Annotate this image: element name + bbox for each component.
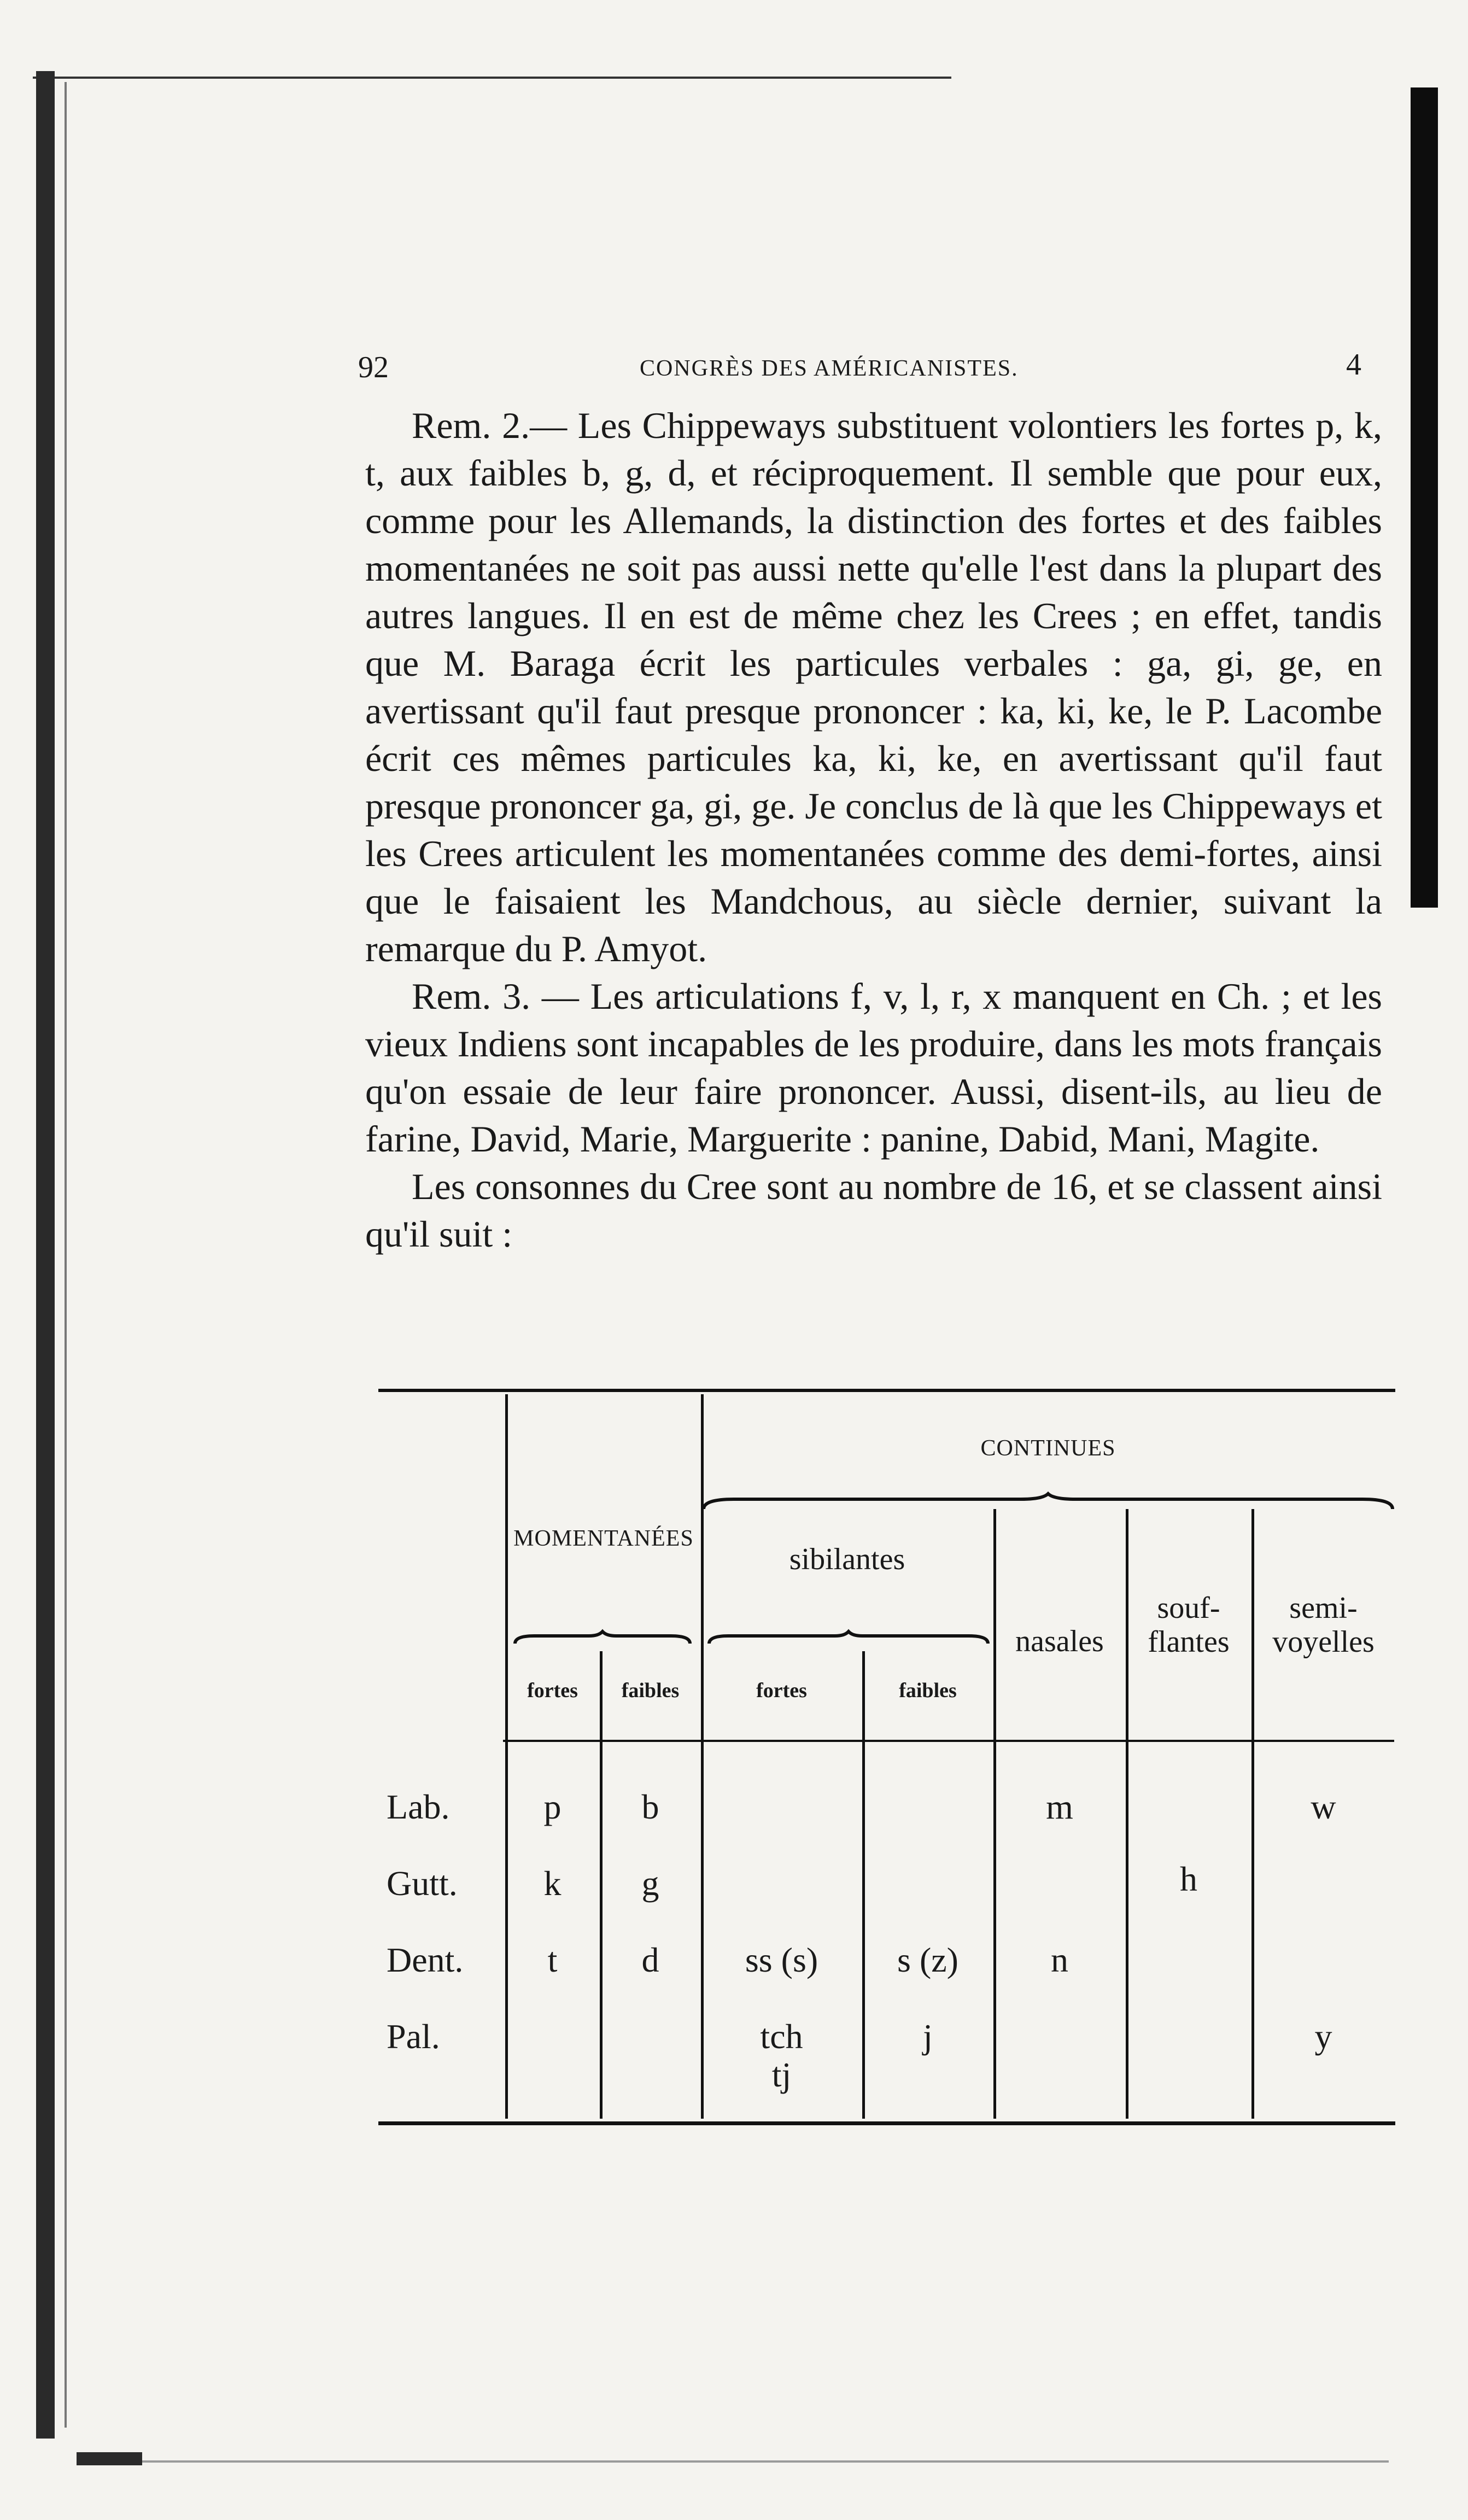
- brace-momentanees: [512, 1630, 693, 1647]
- cell-pal-semi: y: [1314, 2017, 1332, 2056]
- cell-lab-mom-faibles: b: [641, 1787, 659, 1826]
- row-label-dent: Dent.: [387, 1940, 464, 1979]
- cell-pal-sib-faibles: j: [923, 2017, 933, 2056]
- table-bottom-rule: [378, 2121, 1395, 2125]
- row-label-gutt: Gutt.: [387, 1864, 458, 1903]
- scan-edge-left: [36, 71, 55, 2439]
- paragraph-consonnes: Les consonnes du Cree sont au nombre de 16, et se classent ainsi qu'il suit :: [365, 1166, 1382, 1255]
- header-soufflantes-line1: souf-: [1157, 1591, 1220, 1625]
- header-semivoyelles-line1: semi-: [1289, 1591, 1358, 1625]
- header-soufflantes-line2: flantes: [1148, 1625, 1230, 1659]
- cell-gutt-mom-faibles: g: [641, 1864, 659, 1903]
- scan-edge-right: [1411, 87, 1438, 908]
- cell-dent-mom-fortes: t: [547, 1940, 558, 1979]
- cell-gutt-soufflantes: h: [1180, 1860, 1197, 1898]
- cell-gutt-mom-fortes: k: [543, 1864, 562, 1903]
- header-mom-faibles: faibles: [621, 1679, 680, 1702]
- brace-sibilantes: [706, 1630, 991, 1647]
- scan-edge-bottom: [77, 2460, 1389, 2463]
- table-top-rule: [378, 1389, 1395, 1392]
- header-mom-fortes: fortes: [527, 1679, 578, 1702]
- brace-continues: [701, 1493, 1395, 1515]
- cell-lab-semi: w: [1311, 1787, 1336, 1826]
- scan-blot: [77, 2452, 142, 2465]
- cell-dent-sib-faibles: s (z): [897, 1940, 958, 1979]
- body-text: [365, 402, 1382, 1258]
- header-semivoyelles-line2: voyelles: [1272, 1625, 1375, 1659]
- cell-lab-nasales: m: [1046, 1787, 1073, 1826]
- cell-lab-mom-fortes: p: [543, 1787, 562, 1826]
- header-sibilantes: sibilantes: [789, 1542, 905, 1576]
- row-label-pal: Pal.: [387, 2017, 440, 2056]
- consonant-table: [378, 1389, 1395, 2132]
- col-rule: [505, 1394, 508, 2119]
- paragraph-rem-3: Rem. 3. — Les articulations f, v, l, r, x manquent en Ch. ; et les vieux Indiens sont incapables de les produire, dans les mots français qu'on essaie de leur faire prononcer. Aussi, disent-ils, au lieu de farine, David, Marie, Marguerite : panine, Dabid, Mani, Magite.: [365, 975, 1382, 1160]
- header-nasales: nasales: [1015, 1624, 1104, 1658]
- page-number: 92: [358, 350, 389, 384]
- cell-pal-sib-fortes-2: tj: [771, 2055, 792, 2094]
- header-momentanees: MOMENTANÉES: [513, 1526, 694, 1551]
- header-soufflantes: [1126, 1591, 1251, 1659]
- cell-pal-sib-fortes: tch: [760, 2017, 803, 2056]
- scan-edge-top: [33, 77, 951, 79]
- cell-dent-nasales: n: [1051, 1940, 1068, 1979]
- cell-dent-sib-fortes: ss (s): [745, 1940, 818, 1979]
- cell-dent-mom-faibles: d: [641, 1940, 659, 1979]
- header-sib-faibles: faibles: [899, 1679, 957, 1702]
- header-semivoyelles: [1251, 1591, 1395, 1659]
- table-header-rule: [503, 1740, 1394, 1742]
- scan-edge-line: [65, 82, 67, 2428]
- header-continues: CONTINUES: [980, 1436, 1116, 1461]
- paragraph-rem-2: Rem. 2.— Les Chippeways substituent volontiers les fortes p, k, t, aux faibles b, g, d, et réciproquement. Il semble que pour eux, comme pour les Allemands, la distinction des fortes et des faibles momentanées ne soit pas aussi nette qu'elle l'est dans la plupart des autres langues. Il en est de même chez les Crees ; en effet, tandis que M. Baraga écrit les particules verbales : ga, gi, ge, en avertissant qu'il faut presque prononcer : ka, ki, ke, le P. Lacombe écrit ces mêmes particules ka, ki, ke, en avertissant qu'il faut presque prononcer ga, gi, ge. Je conclus de là que les Chippeways et les Crees articulent les momentanées comme des demi-fortes, ainsi que le faisaient les Mandchous, au siècle dernier, suivant la remarque du P. Amyot.: [365, 405, 1382, 969]
- running-title: CONGRÈS DES AMÉRICANISTES.: [640, 356, 1019, 381]
- signature-number: 4: [1346, 348, 1361, 382]
- row-label-lab: Lab.: [387, 1787, 450, 1826]
- header-sib-fortes: fortes: [756, 1679, 807, 1702]
